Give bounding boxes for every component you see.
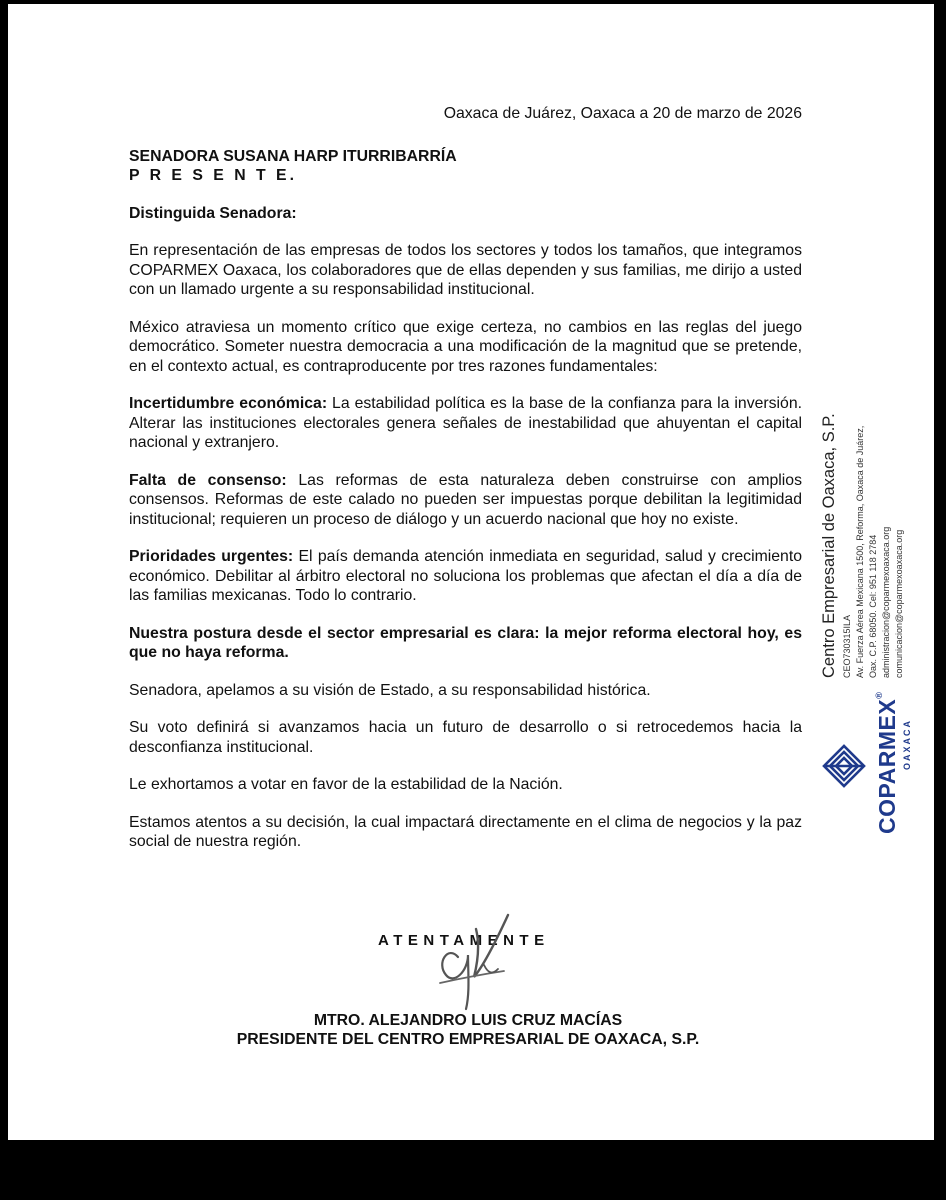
sidebar-org-info [820,376,920,696]
recipient-name: SENADORA SUSANA HARP ITURRIBARRÍA [129,147,457,165]
coparmex-mark-icon [820,740,868,792]
sidebar-address-line-1: Av. Fuerza Aérea Mexicana 1500, Reforma, Oaxaca de Juárez, [855,425,865,678]
sidebar-email-comms: comunicacion@coparmexoaxaca.org [894,529,904,678]
signer-name: MTRO. ALEJANDRO LUIS CRUZ MACÍAS [313,1012,623,1029]
paragraph-exhort: Le exhortamos a votar en favor de la estabilidad de la Nación. [129,776,563,793]
paragraph-appeal: Senadora, apelamos a su visión de Estado, a su responsabilidad histórica. [129,681,651,699]
paragraph-intro: En representación de las empresas de todos los sectores y todos los tamaños, que integramos COPARMEX Oaxaca, los colaboradores que de ellas dependen y sus familias, me dirijo a usted con un llamado urgente a su responsabilidad institucional. [129,242,802,298]
letter-body [129,104,802,852]
reason-economic [129,394,802,453]
sidebar-address-line-2: Oax. C.P. 68050. Cel: 951 118 2784 [868,534,878,678]
stance-statement: Nuestra postura desde el sector empresarial es clara: la mejor reforma electoral hoy, es que no haya reforma. [129,624,802,661]
logo-wordmark: COPARMEX® [874,691,900,834]
sidebar-email-admin: administracion@coparmexoaxaca.org [881,526,891,678]
salutation: Distinguida Senadora: [129,204,297,222]
logo-subtitle: OAXACA [902,718,912,770]
sidebar-org-name: Centro Empresarial de Oaxaca, S.P. [820,413,838,678]
paragraph-context: México atraviesa un momento crítico que exige certeza, no cambios en las reglas del juego democrático. Someter nuestra democracia a una modificación de la magnitud que se pretende, en el contexto actual, es contraproducente por tres razones fundamentales: [129,318,802,375]
paragraph-closing: Estamos atentos a su decisión, la cual impactará directamente en el clima de negocios y la paz social de nuestra región. [129,813,802,850]
reason-text: Las reformas de esta naturaleza deben construirse con amplios consensos. Reformas de este calado no pueden ser impuestas porque debilitan la legitimidad institucional; requieren un proceso de diálogo y un acuerdo nacional que hoy no existe. [129,471,802,528]
reason-heading: Prioridades urgentes: [129,548,294,565]
reason-text: El país demanda atención inmediata en seguridad, salud y crecimiento económico. Debilitar al árbitro electoral no soluciona los problemas que afectan el día a día de las familias mexicanas. Todo lo contrario. [129,548,803,604]
handwritten-signature [418,905,528,1015]
signer-title: PRESIDENTE DEL CENTRO EMPRESARIAL DE OAXACA, S.P. [236,1031,700,1048]
reason-heading: Falta de consenso: [129,471,287,489]
recipient-presente: P R E S E N T E. [129,167,297,184]
reason-heading: Incertidumbre económica: [129,395,328,412]
paragraph-vote: Su voto definirá si avanzamos hacia un futuro de desarrollo o si retrocedemos hacia la desconfianza institucional. [129,719,802,756]
reason-priorities [129,547,802,606]
reason-text: La estabilidad política es la base de la confianza para la inversión. Alterar las instituciones electorales genera señales de inestabilidad que ahuyentan el capital nacional y extranjero. [129,395,803,451]
closing-atentamente: ATENTAMENTE [378,932,550,949]
coparmex-logo [818,691,918,840]
sidebar-rfc: CEO730315ILA [842,614,852,678]
letter-date: Oaxaca de Juárez, Oaxaca a 20 de marzo de 2026 [443,105,802,122]
reason-consensus [129,471,802,530]
